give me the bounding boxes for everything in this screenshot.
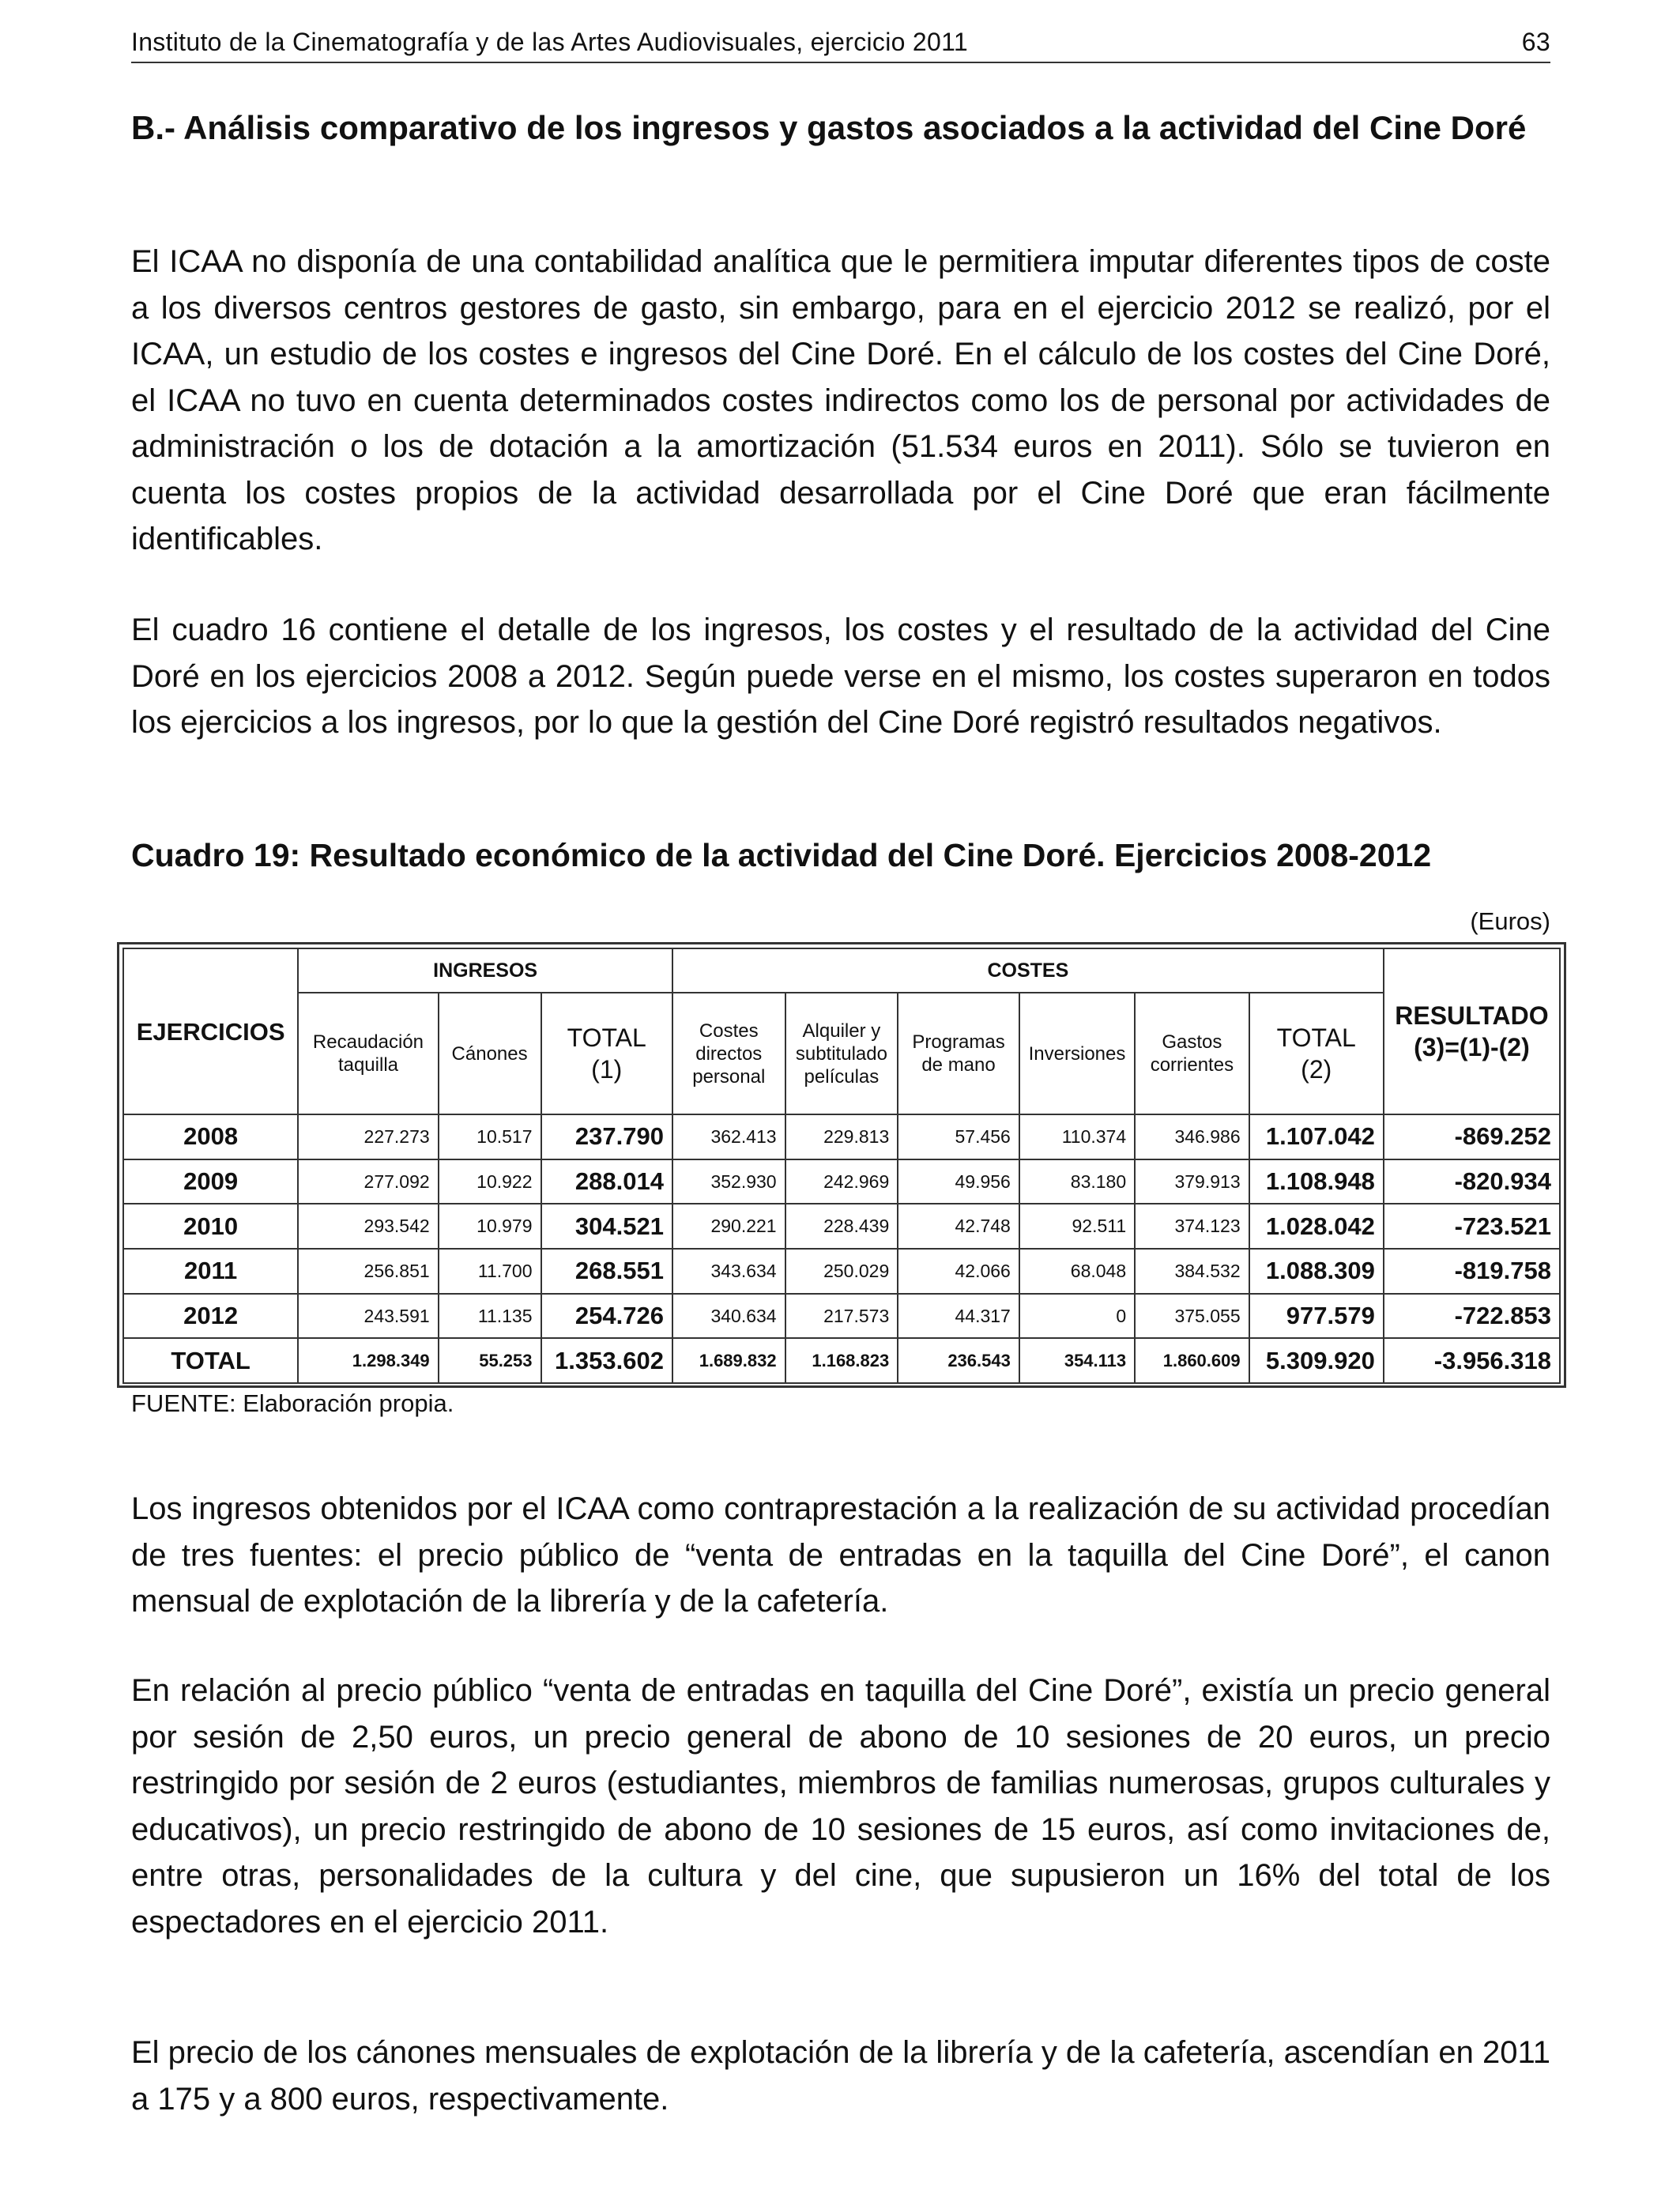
- header-alquiler-line3: películas: [804, 1065, 880, 1088]
- cell-gastos: 384.532: [1135, 1249, 1249, 1294]
- header-recaudacion-line2: taquilla: [337, 1054, 398, 1076]
- header-alquiler: [785, 993, 898, 1114]
- cell-canones: 10.979: [439, 1204, 541, 1249]
- cell-year: 2012: [123, 1294, 298, 1339]
- header-costes-directos: [672, 993, 785, 1114]
- cell-gastos: 374.123: [1135, 1204, 1249, 1249]
- cell-canones: 11.700: [439, 1249, 541, 1294]
- cell-gastos: 1.860.609: [1135, 1338, 1249, 1383]
- paragraph-4: En relación al precio público “venta de entradas en taquilla del Cine Doré”, existía un precio general por sesión de 2,50 euros, un precio general de abono de 10 sesiones de 20 euros, un precio restringido por sesión de 2 euros (estudiantes, miembros de familias numerosas, grupos culturales y educativos), un precio restringido de abono de 10 sesiones de 15 euros, así como invitaciones de, entre otras, personalidades de la cultura y del cine, que supusieron un 16% del total de los espectadores en el ejercicio 2011.: [131, 1673, 1550, 1940]
- cell-year: 2011: [123, 1249, 298, 1294]
- cell-total-costes: 977.579: [1249, 1294, 1384, 1339]
- cell-total-ingresos: 237.790: [541, 1114, 672, 1159]
- results-table-frame: [117, 942, 1566, 1388]
- cell-alquiler: 250.029: [785, 1249, 898, 1294]
- section-title: B.- Análisis comparativo de los ingresos y gastos asociados a la actividad del Cine Doré: [131, 109, 1527, 146]
- header-gastos: [1135, 993, 1249, 1114]
- cell-costes-directos: 1.689.832: [672, 1338, 785, 1383]
- header-recaudacion: [298, 993, 438, 1114]
- table-row: [123, 1159, 1560, 1204]
- table-row: [123, 1249, 1560, 1294]
- cell-resultado: -820.934: [1384, 1159, 1560, 1204]
- cell-total-ingresos: 288.014: [541, 1159, 672, 1204]
- table-source: FUENTE: Elaboración propia.: [131, 1389, 454, 1417]
- cell-recaudacion: 256.851: [298, 1249, 438, 1294]
- header-total1-line2: (1): [591, 1055, 623, 1084]
- cell-recaudacion: 1.298.349: [298, 1338, 438, 1383]
- cell-costes-directos: 362.413: [672, 1114, 785, 1159]
- cell-costes-directos: 340.634: [672, 1294, 785, 1339]
- header-programas-line2: de mano: [921, 1054, 996, 1076]
- cell-recaudacion: 227.273: [298, 1114, 438, 1159]
- table-row: [123, 1204, 1560, 1249]
- cell-gastos: 375.055: [1135, 1294, 1249, 1339]
- header-gastos-line1: Gastos: [1162, 1031, 1222, 1053]
- paragraph-3: Los ingresos obtenidos por el ICAA como contraprestación a la realización de su actividad procedían de tres fuentes: el precio público de “venta de entradas en la taquilla del Cine Doré”, el canon mensual de explotación de la librería y de la cafetería.: [131, 1491, 1550, 1619]
- cell-inversiones: 110.374: [1019, 1114, 1135, 1159]
- cell-costes-directos: 352.930: [672, 1159, 785, 1204]
- cell-programas: 57.456: [898, 1114, 1019, 1159]
- cell-total-costes: 1.108.948: [1249, 1159, 1384, 1204]
- header-costes-directos-line2: directos: [695, 1042, 763, 1065]
- header-total2-line1: TOTAL: [1276, 1023, 1356, 1052]
- header-alquiler-line2: subtitulado: [795, 1042, 887, 1065]
- cell-recaudacion: 293.542: [298, 1204, 438, 1249]
- cell-programas: 49.956: [898, 1159, 1019, 1204]
- page-header: [131, 25, 1550, 63]
- cell-resultado: -869.252: [1384, 1114, 1560, 1159]
- cell-canones: 55.253: [439, 1338, 541, 1383]
- cell-total-costes: 1.088.309: [1249, 1249, 1384, 1294]
- header-resultado: [1384, 948, 1560, 1114]
- header-costes-directos-line1: Costes: [699, 1020, 759, 1042]
- header-total1-line1: TOTAL: [567, 1023, 646, 1052]
- cell-recaudacion: 243.591: [298, 1294, 438, 1339]
- cell-gastos: 346.986: [1135, 1114, 1249, 1159]
- table-row: [123, 1114, 1560, 1159]
- header-total-costes: [1249, 993, 1384, 1114]
- cell-costes-directos: 290.221: [672, 1204, 785, 1249]
- cell-gastos: 379.913: [1135, 1159, 1249, 1204]
- cell-inversiones: 0: [1019, 1294, 1135, 1339]
- cell-year: TOTAL: [123, 1338, 298, 1383]
- header-total2-line2: (2): [1301, 1055, 1332, 1084]
- cell-total-costes: 1.028.042: [1249, 1204, 1384, 1249]
- cell-year: 2008: [123, 1114, 298, 1159]
- cell-resultado: -722.853: [1384, 1294, 1560, 1339]
- header-programas-line1: Programas: [912, 1031, 1005, 1053]
- cell-total-ingresos: 304.521: [541, 1204, 672, 1249]
- cell-alquiler: 1.168.823: [785, 1338, 898, 1383]
- cell-resultado: -819.758: [1384, 1249, 1560, 1294]
- header-total-ingresos: [541, 993, 672, 1114]
- table-header-row-2: [123, 993, 1560, 1114]
- paragraph-2: El cuadro 16 contiene el detalle de los ingresos, los costes y el resultado de la actividad del Cine Doré en los ejercicios 2008 a 2012. Según puede verse en el mismo, los costes superaron en todos los ejercicios a los ingresos, por lo que la gestión del Cine Doré registró resultados negativos.: [131, 613, 1550, 740]
- header-title: Instituto de la Cinematografía y de las Artes Audiovisuales, ejercicio 2011: [131, 28, 968, 56]
- paragraph-1: El ICAA no disponía de una contabilidad analítica que le permitiera imputar diferentes tipos de coste a los diversos centros gestores de gasto, sin embargo, para en el ejercicio 2012 se realizó, por el ICAA, un estudio de los costes e ingresos del Cine Doré. En el cálculo de los costes del Cine Doré, el ICAA no tuvo en cuenta determinados costes indirectos como los de personal por actividades de administración o los de dotación a la amortización (51.534 euros en 2011). Sólo se tuvieron en cuenta los costes propios de la actividad desarrollada por el Cine Doré que eran fácilmente identificables.: [131, 244, 1550, 556]
- header-inversiones: Inversiones: [1019, 993, 1135, 1114]
- table-row: [123, 1294, 1560, 1339]
- header-ingresos: INGRESOS: [298, 948, 672, 993]
- header-alquiler-line1: Alquiler y: [802, 1020, 881, 1042]
- header-programas: [898, 993, 1019, 1114]
- cell-programas: 44.317: [898, 1294, 1019, 1339]
- cell-costes-directos: 343.634: [672, 1249, 785, 1294]
- cell-programas: 42.066: [898, 1249, 1019, 1294]
- table-units: (Euros): [1470, 907, 1550, 935]
- cell-total-ingresos: 268.551: [541, 1249, 672, 1294]
- header-costes-directos-line3: personal: [692, 1065, 766, 1088]
- cell-programas: 42.748: [898, 1204, 1019, 1249]
- cell-alquiler: 217.573: [785, 1294, 898, 1339]
- cell-total-ingresos: 254.726: [541, 1294, 672, 1339]
- paragraph-5: El precio de los cánones mensuales de explotación de la librería y de la cafetería, ascendían en 2011 a 175 y a 800 euros, respectivamente.: [131, 2035, 1550, 2117]
- table-header-row-1: [123, 948, 1560, 993]
- cell-total-costes: 5.309.920: [1249, 1338, 1384, 1383]
- cell-canones: 10.922: [439, 1159, 541, 1204]
- cell-inversiones: 68.048: [1019, 1249, 1135, 1294]
- header-resultado-line2: (3)=(1)-(2): [1414, 1033, 1530, 1061]
- header-canones: Cánones: [439, 993, 541, 1114]
- header-resultado-line1: RESULTADO: [1395, 1001, 1549, 1030]
- cell-alquiler: 228.439: [785, 1204, 898, 1249]
- cell-resultado: -3.956.318: [1384, 1338, 1560, 1383]
- cell-total-ingresos: 1.353.602: [541, 1338, 672, 1383]
- header-costes: COSTES: [672, 948, 1384, 993]
- table-caption: Cuadro 19: Resultado económico de la actividad del Cine Doré. Ejercicios 2008-2012: [131, 837, 1432, 873]
- header-gastos-line2: corrientes: [1150, 1054, 1234, 1076]
- cell-inversiones: 354.113: [1019, 1338, 1135, 1383]
- header-recaudacion-line1: Recaudación: [312, 1031, 424, 1053]
- cell-recaudacion: 277.092: [298, 1159, 438, 1204]
- cell-programas: 236.543: [898, 1338, 1019, 1383]
- page-number: 63: [1521, 28, 1550, 56]
- table-total-row: [123, 1338, 1560, 1383]
- cell-canones: 10.517: [439, 1114, 541, 1159]
- cell-canones: 11.135: [439, 1294, 541, 1339]
- cell-alquiler: 229.813: [785, 1114, 898, 1159]
- header-ejercicios: EJERCICIOS: [123, 948, 298, 1114]
- cell-inversiones: 92.511: [1019, 1204, 1135, 1249]
- cell-total-costes: 1.107.042: [1249, 1114, 1384, 1159]
- cell-alquiler: 242.969: [785, 1159, 898, 1204]
- cell-resultado: -723.521: [1384, 1204, 1560, 1249]
- cell-year: 2010: [123, 1204, 298, 1249]
- cell-year: 2009: [123, 1159, 298, 1204]
- cell-inversiones: 83.180: [1019, 1159, 1135, 1204]
- results-table: [122, 948, 1561, 1384]
